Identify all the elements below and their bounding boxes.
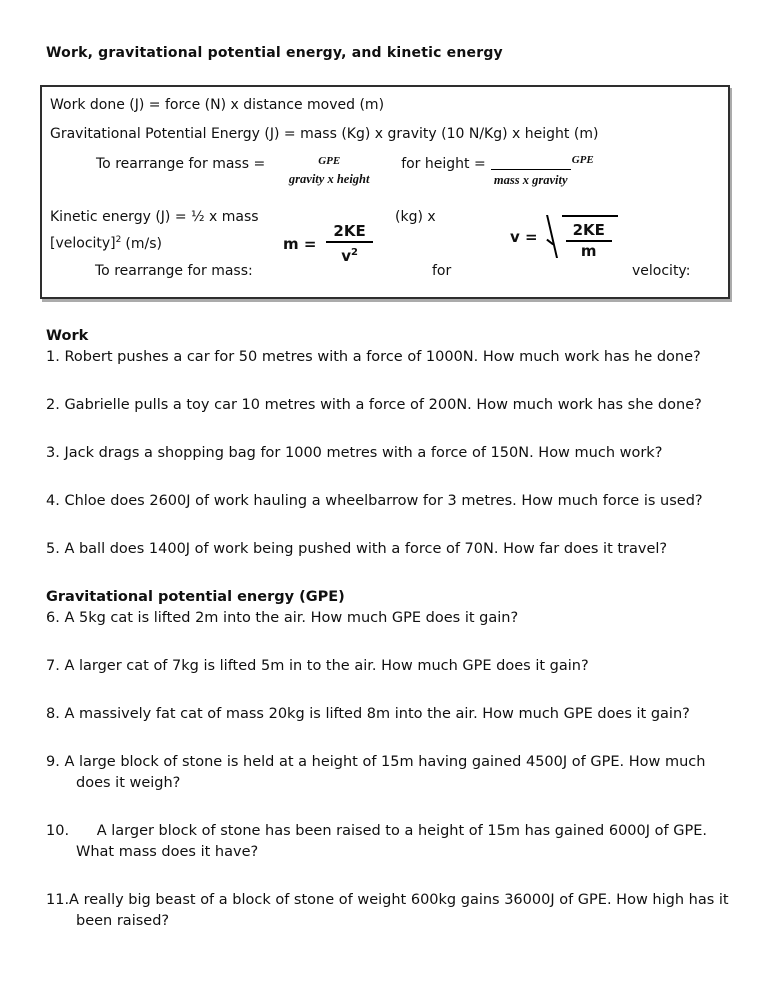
question-item: 7. A larger cat of 7kg is lifted 5m in to the air. How much GPE does it gain? bbox=[46, 658, 589, 674]
rearrange-ke-for-label: for bbox=[432, 263, 452, 279]
velocity-units: (m/s) bbox=[125, 235, 162, 252]
ke-formula-line2 bbox=[50, 230, 162, 254]
ke-formula-line1: Kinetic energy (J) = ½ x mass bbox=[50, 209, 259, 225]
velocity-eq-numerator: 2KE bbox=[566, 223, 612, 242]
square-root bbox=[547, 215, 618, 259]
rearrange-mass-label: To rearrange for mass = bbox=[96, 156, 266, 172]
mass-eq-den-exponent: 2 bbox=[350, 247, 358, 258]
radical-sign-icon bbox=[547, 215, 562, 259]
rearrange-height-label: for height = bbox=[401, 156, 486, 172]
question-item: 5. A ball does 1400J of work being pushed with a force of 70N. How far does it travel? bbox=[46, 541, 668, 557]
velocity-eq-denominator: m bbox=[580, 242, 597, 260]
mass-equation-lhs: m = bbox=[283, 235, 317, 253]
gpe-mass-numerator: GPE bbox=[318, 155, 341, 167]
mass-eq-numerator: 2KE bbox=[326, 224, 372, 243]
question-item: 4. Chloe does 2600J of work hauling a wheelbarrow for 3 metres. How much force is used? bbox=[46, 493, 703, 509]
mass-equation-fraction bbox=[326, 224, 372, 264]
question-item: 2. Gabrielle pulls a toy car 10 metres with a force of 200N. How much work has she done? bbox=[46, 397, 702, 413]
mass-eq-denominator bbox=[341, 243, 358, 264]
velocity-equation bbox=[510, 215, 618, 259]
gpe-height-numerator: GPE bbox=[571, 154, 594, 166]
velocity-base: [velocity] bbox=[50, 235, 116, 252]
velocity-equation-lhs: v = bbox=[510, 228, 538, 246]
gpe-mass-fraction bbox=[281, 155, 377, 186]
mass-equation bbox=[283, 224, 373, 264]
question-item: 3. Jack drags a shopping bag for 1000 metres with a force of 150N. How much work? bbox=[46, 445, 663, 461]
gpe-height-denominator: mass x gravity bbox=[493, 173, 568, 187]
section-heading-work: Work bbox=[46, 328, 89, 344]
velocity-eq-fraction bbox=[566, 223, 612, 259]
question-item: 11.A really big beast of a block of stone of weight 600kg gains 36000J of GPE. How high has it been raised? bbox=[46, 892, 729, 929]
gpe-height-fraction bbox=[491, 155, 594, 187]
gpe-question-list bbox=[46, 608, 738, 932]
mass-eq-den-base: v bbox=[341, 247, 351, 265]
rearrange-ke-velocity-label: velocity: bbox=[632, 263, 691, 279]
question-item: 1. Robert pushes a car for 50 metres with a force of 1000N. How much work has he done? bbox=[46, 349, 701, 365]
kinetic-energy-block bbox=[50, 207, 718, 285]
question-item: 8. A massively fat cat of mass 20kg is lifted 8m into the air. How much GPE does it gain? bbox=[46, 706, 690, 722]
work-question-list bbox=[46, 347, 738, 560]
gpe-rearrange-row bbox=[50, 155, 718, 191]
formula-box bbox=[40, 85, 730, 299]
question-item: 6. A 5kg cat is lifted 2m into the air. How much GPE does it gain? bbox=[46, 610, 519, 626]
gpe-height-fraction-bar bbox=[491, 155, 594, 170]
section-heading-gpe: Gravitational potential energy (GPE) bbox=[46, 589, 345, 605]
gpe-formula: Gravitational Potential Energy (J) = mass (Kg) x gravity (10 N/Kg) x height (m) bbox=[50, 126, 599, 142]
fraction-underline bbox=[491, 155, 571, 170]
radicand bbox=[562, 215, 618, 259]
ke-formula-units: (kg) x bbox=[395, 209, 436, 225]
velocity-exponent: 2 bbox=[115, 235, 122, 245]
question-item: 9. A large block of stone is held at a height of 15m having gained 4500J of GPE. How much does it weigh? bbox=[46, 754, 706, 791]
work-formula: Work done (J) = force (N) x distance moved (m) bbox=[50, 97, 385, 113]
gpe-mass-denominator: gravity x height bbox=[288, 172, 370, 186]
rearrange-ke-mass-label: To rearrange for mass: bbox=[95, 263, 253, 279]
page-title: Work, gravitational potential energy, and kinetic energy bbox=[46, 45, 503, 61]
question-item: 10. A larger block of stone has been raised to a height of 15m has gained 6000J of GPE. What mass does it have? bbox=[46, 823, 707, 860]
